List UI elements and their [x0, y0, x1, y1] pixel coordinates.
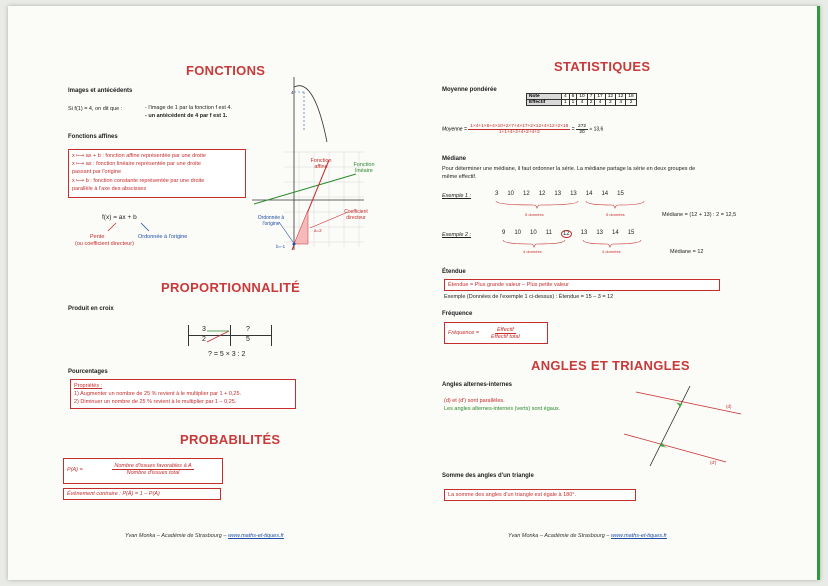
ex2-value: 9 — [502, 230, 506, 236]
pente-label: Pente — [90, 234, 105, 240]
table-cell: 1 — [562, 100, 570, 106]
affine-heading: Fonctions affines — [68, 134, 118, 140]
ex2-value: 11 — [545, 230, 552, 236]
moyenne-result: ≈ 13,6 — [589, 126, 604, 133]
produit-heading: Produit en croix — [68, 306, 114, 312]
ex2-value: 14 — [612, 230, 619, 236]
moyenne-eq: = — [571, 126, 575, 133]
graph-coef-label: Coefficient directeur — [344, 209, 368, 221]
pa-denominator: Nombre d'issues total — [126, 470, 180, 477]
cell-3: 3 — [202, 326, 206, 333]
images-line2: - un antécédent de 4 par f est 1. — [145, 113, 228, 119]
dp-label: (d') — [710, 460, 717, 465]
frequence-box — [444, 322, 548, 344]
moyenne-res-den: 20 — [579, 130, 585, 135]
moyenne-label: Moyenne = — [442, 126, 467, 133]
table-cell: 12 — [605, 94, 615, 100]
parallel-lines-figure — [616, 380, 746, 470]
ex1-value: 12 — [538, 191, 546, 197]
table-cell: 10 — [577, 94, 587, 100]
cross-arrows — [205, 327, 231, 345]
cell-5: 5 — [246, 336, 250, 343]
table-cell: 1 — [569, 100, 577, 106]
alternes-text-1: (d) et (d') sont parallèles. — [444, 398, 505, 404]
ex2-value: 15 — [627, 230, 635, 236]
table-cell: 2 — [605, 100, 615, 106]
table-cell: 2 — [626, 100, 636, 106]
contraire-box — [63, 488, 221, 500]
alternes-text-2: Les angles alternes-internes (verts) sont égaux. — [444, 406, 561, 412]
ex1-label: Exemple 1 : — [442, 193, 472, 199]
ex2-result: Médiane = 12 — [670, 249, 704, 255]
table-cell: 7 — [587, 94, 595, 100]
ex1-value: 12 — [523, 191, 530, 197]
table-cell: 12 — [616, 94, 626, 100]
formula: f(x) = ax + b — [102, 214, 137, 221]
affine-line: parallèle à l'axe des abscisses — [72, 186, 147, 192]
ex1-value: 3 — [495, 191, 499, 197]
alternes-heading: Angles alternes-internes — [442, 382, 513, 388]
affine-line: passant par l'origine — [72, 169, 122, 175]
moyenne-res-num: 272 — [578, 124, 587, 129]
row-label: Effectif — [527, 100, 562, 106]
angles-title: ANGLES ET TRIANGLES — [531, 358, 690, 373]
etendue-heading: Étendue — [442, 269, 466, 275]
notes-table — [526, 93, 637, 106]
ex2-value: 13 — [596, 230, 604, 236]
etendue-box — [444, 279, 720, 291]
table-row — [527, 100, 637, 106]
ex1-result: Médiane = (12 + 13) : 2 = 12,5 — [662, 212, 737, 218]
pourcentages-heading: Pourcentages — [68, 369, 108, 375]
graph-4: 4 — [291, 90, 294, 95]
images-heading: Images et antécédents — [68, 88, 133, 94]
etendue-text: Étendue = Plus grande valeur – Plus petite valeur — [448, 282, 569, 288]
pa-label: P(A) = — [67, 467, 83, 473]
footer-right — [508, 533, 667, 539]
graph-a-label: a=2 — [314, 228, 322, 233]
moyenne-heading: Moyenne pondérée — [442, 87, 497, 93]
footer-left — [125, 533, 284, 539]
row-label: Note — [527, 94, 562, 100]
mediane-text-1: Pour déterminer une médiane, il faut ordonner la série. La médiane partage la série en deux groupes de — [442, 166, 696, 172]
ex1-value: 15 — [617, 191, 624, 197]
footer-link[interactable]: www.maths-et-tiques.fr — [610, 533, 667, 539]
affine-box — [68, 149, 246, 198]
ex1-value: 10 — [507, 191, 515, 197]
cross-table — [188, 325, 272, 346]
frequence-denominator: Effectif total — [491, 334, 520, 341]
graph-b-label: b=-1 — [276, 244, 286, 249]
ex1-left-count: 5 données — [525, 212, 544, 217]
ex1-value: 13 — [570, 191, 577, 197]
table-cell: 4 — [577, 100, 587, 106]
cell-question: ? — [246, 326, 250, 333]
fonctions-title: FONCTIONS — [186, 63, 266, 78]
probabilites-title: PROBABILITÉS — [180, 432, 281, 447]
somme-box — [444, 489, 636, 501]
ex2-value: 10 — [514, 230, 522, 236]
mediane-text-2: même effectif. — [442, 174, 477, 180]
table-cell: 4 — [616, 100, 626, 106]
pa-numerator: Nombre d'issues favorables à A — [114, 463, 192, 470]
somme-text: La somme des angles d'un triangle est égale à 180°. — [448, 492, 576, 498]
etendue-example: Exemple (Données de l'exemple 1 ci-dessus) : Étendue = 15 – 3 = 12 — [444, 294, 614, 300]
ordonnee-label: Ordonnée à l'origine — [138, 234, 188, 240]
d-label: (d) — [726, 404, 732, 409]
affine-line: x ⟼ ax + b : fonction affine représentée par une droite — [72, 153, 206, 159]
somme-heading: Somme des angles d'un triangle — [442, 473, 534, 479]
green-edge — [817, 6, 820, 580]
cross-result: ? = 5 × 3 : 2 — [208, 351, 246, 358]
ex2-value: 13 — [580, 230, 588, 236]
frequence-fraction — [489, 325, 522, 343]
proportionnalite-title: PROPORTIONNALITÉ — [161, 280, 301, 295]
frequence-heading: Fréquence — [442, 311, 473, 317]
ex2-right-count: 4 données — [602, 249, 621, 254]
ex1-value: 14 — [585, 191, 593, 197]
graph-ordonnee-label: Ordonnée à l'origine — [257, 215, 285, 227]
ex1-right-count: 5 données — [606, 212, 625, 217]
table-cell: 18 — [626, 94, 636, 100]
statistiques-title: STATISTIQUES — [554, 59, 651, 74]
table-cell: 6 — [569, 94, 577, 100]
table-cell: 17 — [595, 94, 605, 100]
mediane-heading: Médiane — [442, 156, 467, 162]
images-line1: - l'image de 1 par la fonction f est 4. — [145, 105, 232, 111]
frequence-label: Fréquence = — [448, 330, 480, 336]
graph-lineaire-label: Fonction linéaire — [353, 162, 375, 174]
probabilite-box — [63, 458, 223, 484]
ex2-label: Exemple 2 : — [442, 232, 472, 238]
ex2-value: 10 — [530, 230, 537, 236]
affine-line: x ⟼ b : fonction constante représentée par une droite — [72, 178, 205, 184]
pa-fraction — [88, 461, 218, 479]
moyenne-numerator: 1×4+1×6+4×10+2×7+4×17+2×12+4×12+2×18 — [470, 124, 569, 129]
revision-sheet — [8, 6, 820, 580]
graph-affine-label: Fonction affine — [310, 158, 332, 170]
affine-line: x ⟼ ax : fonction linéaire représentée par une droite — [72, 161, 201, 167]
images-if: Si f(1) = 4, on dit que : — [68, 106, 123, 112]
ex1-series — [495, 191, 624, 197]
footer-author: Yvan Monka – Académie de Strasbourg – — [508, 533, 611, 539]
prop-1: 1) Augmenter un nombre de 25 % revient à le multiplier par 1 + 0,25. — [74, 391, 242, 397]
ex1-value: 13 — [554, 191, 562, 197]
footer-link[interactable]: www.maths-et-tiques.fr — [227, 533, 284, 539]
pourcentages-box — [70, 379, 296, 409]
moyenne-denominator: 1+1+4+2+4+2+4+2 — [498, 130, 540, 135]
ex2-left-count: 4 données — [523, 249, 542, 254]
ex2-median-value: 12 — [562, 231, 570, 237]
footer-author: Yvan Monka – Académie de Strasbourg – — [125, 533, 228, 539]
table-cell: 4 — [595, 100, 605, 106]
pente-sub: (ou coefficient directeur) — [75, 241, 134, 247]
moyenne-formula — [442, 124, 603, 135]
contraire-text: Événement contraire : P(Ā) = 1 – P(A) — [67, 491, 160, 497]
frequence-numerator: Effectif — [496, 327, 514, 334]
table-cell: 2 — [587, 100, 595, 106]
cell-2: 2 — [202, 336, 206, 343]
prop-label: Propriétés : — [74, 383, 103, 389]
prop-2: 2) Diminuer un nombre de 25 % revient à le multiplier par 1 – 0,25. — [74, 399, 237, 405]
ex1-value: 14 — [601, 191, 609, 197]
table-cell: 4 — [562, 94, 570, 100]
ex1-braces — [494, 198, 654, 214]
